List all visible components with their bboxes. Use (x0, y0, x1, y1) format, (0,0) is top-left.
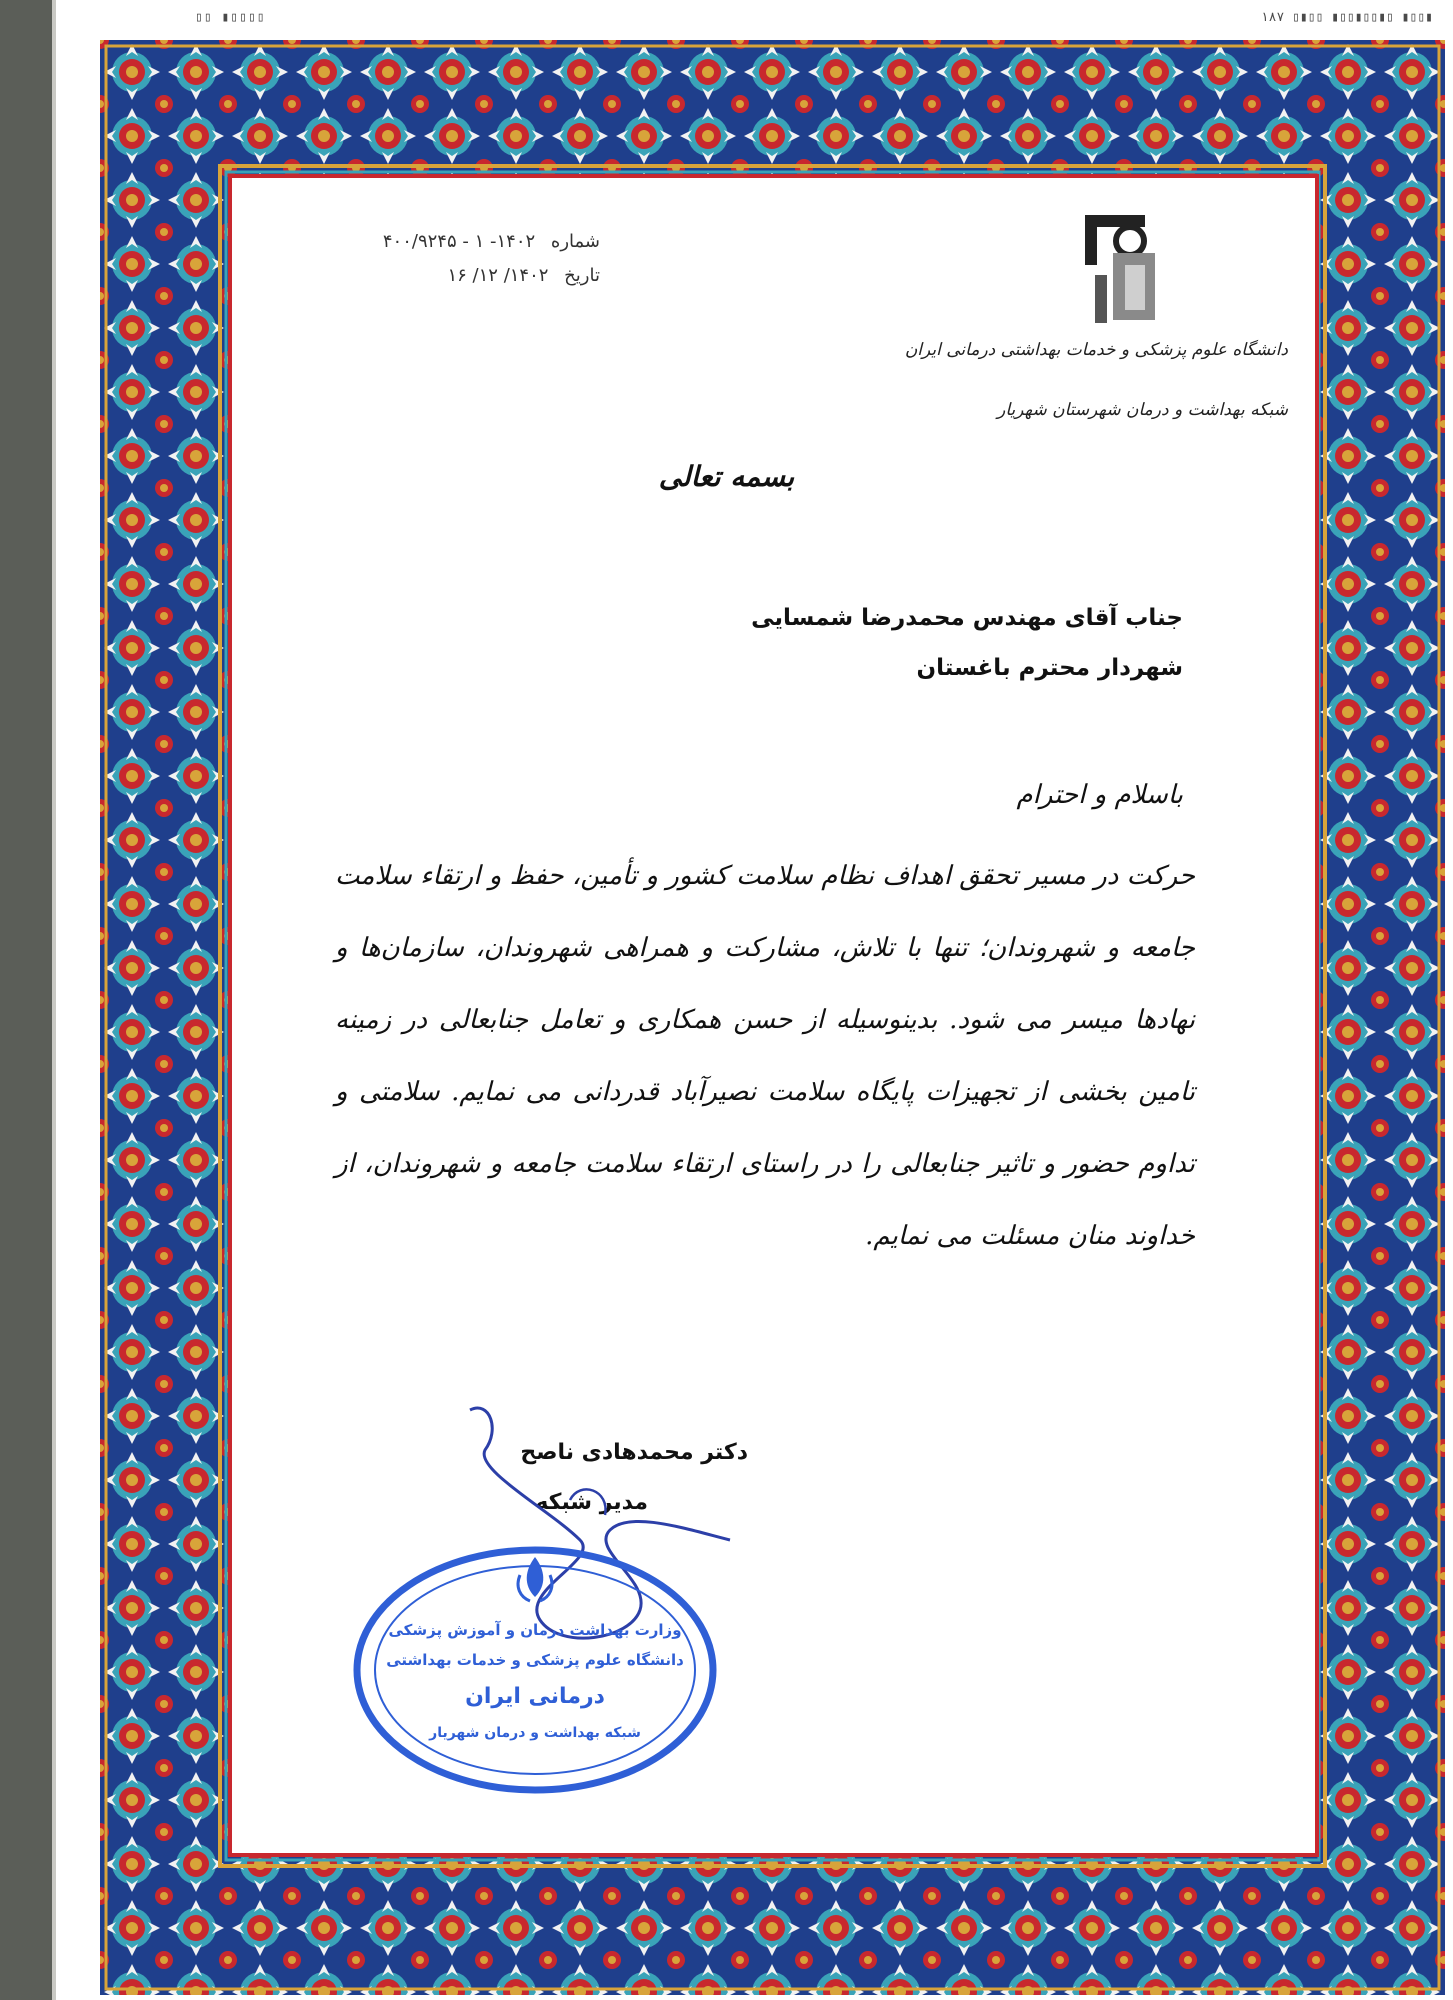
stamp-line-1: وزارت بهداشت درمان و آموزش پزشکی (388, 1621, 682, 1639)
addressee-name: جناب آقای مهندس محمدرضا شمسایی (751, 605, 1183, 631)
letter-number-row (250, 225, 600, 259)
stamp-line-3: درمانی ایران (465, 1684, 605, 1709)
number-value: ۱۴۰۲- ۱ - ۴۰۰/۹۲۴۵ (382, 231, 536, 252)
org-name-network: شبکه بهداشت و درمان شهرستان شهریار (997, 400, 1288, 420)
official-stamp (345, 1535, 725, 1805)
addressee-title: شهردار محترم باغستان (916, 655, 1183, 681)
scan-header-left: ▯▯ ▮▯▯▯▯ (195, 10, 266, 25)
invocation-heading: بسمه تعالی (658, 460, 795, 493)
org-name-university: دانشگاه علوم پزشکی و خدمات بهداشتی درمانی ایران (904, 340, 1288, 360)
scanner-edge-highlight (52, 0, 56, 2000)
stamp-line-4: شبکه بهداشت و درمان شهریار (429, 1725, 641, 1741)
letter-meta (250, 225, 600, 293)
scan-header-right: ▮▯▯▮ ▯▮▯▯▮▯▯▮ ▯▯▮▯ ١٨٧ (1260, 10, 1433, 25)
greeting: باسلام و احترام (1016, 780, 1183, 810)
signer-title: مدیر شبکه (535, 1490, 648, 1515)
stamp-line-2: دانشگاه علوم پزشکی و خدمات بهداشتی (386, 1651, 684, 1669)
scanner-edge (0, 0, 52, 2000)
signer-name: دکتر محمدهادی ناصح (520, 1440, 748, 1465)
letter-date-row (250, 259, 600, 293)
university-logo-icon (1075, 205, 1175, 330)
letter-body: حرکت در مسیر تحقق اهداف نظام سلامت کشور و تأمین، حفظ و ارتقاء سلامت جامعه و شهروندان؛ تنها با تلاش، مشارکت و همراهی شهروندان، سازمان‌ها و نهادها میسر می شود. بدینوسیله از حسن همکاری و تعامل جنابعالی در زمینه تامین بخشی از تجهیزات پایگاه سلامت نصیرآباد قدردانی می نمایم. سلامتی و تداوم حضور و تاثیر جنابعالی را در راستای ارتقاء سلامت جامعه و شهروندان، از خداوند منان مسئلت می نمایم. (335, 861, 1195, 1251)
date-label: تاریخ (564, 265, 600, 286)
date-value: ۱۴۰۲/ ۱۲/ ۱۶ (447, 265, 549, 286)
emblem-icon (518, 1557, 552, 1601)
number-label: شماره (550, 231, 600, 252)
